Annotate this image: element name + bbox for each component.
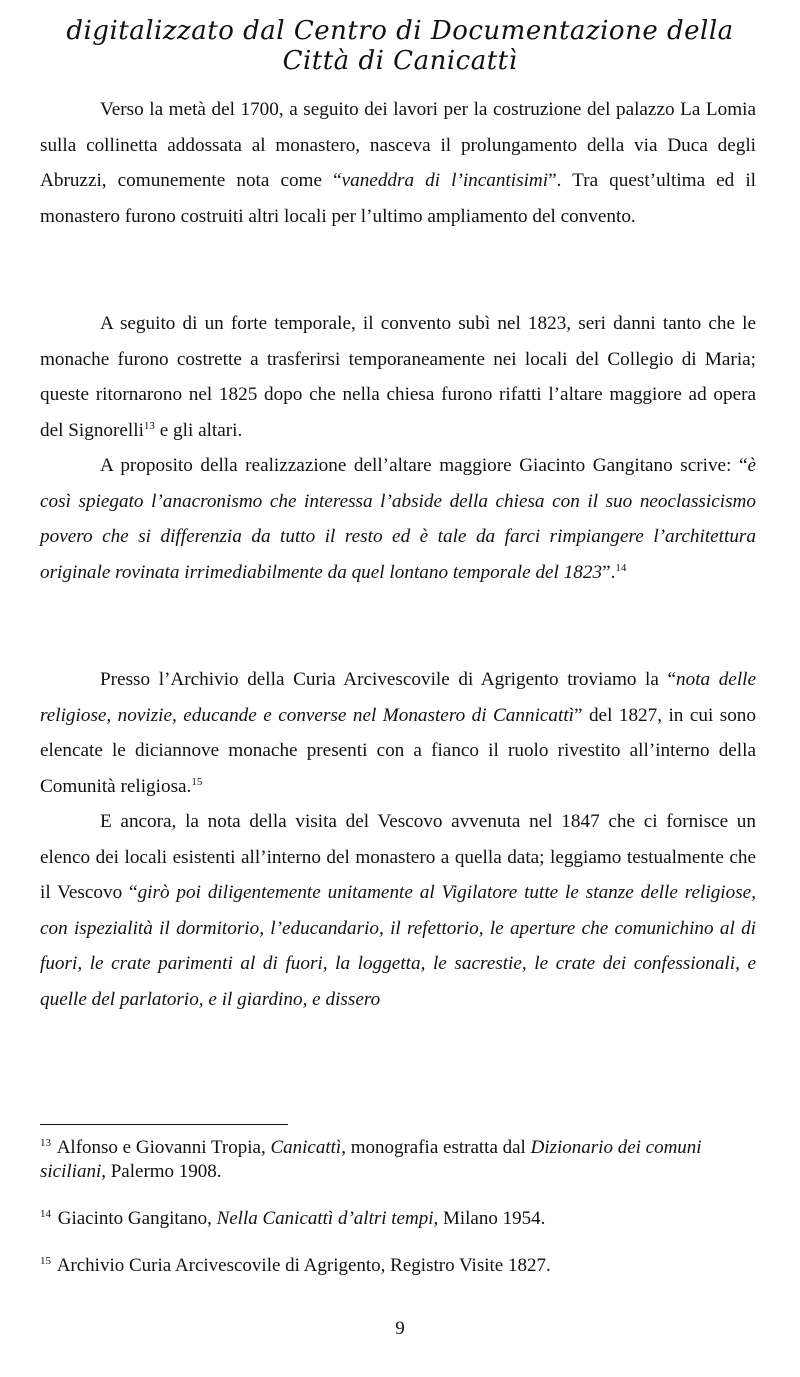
page-number: 9 (395, 1318, 405, 1339)
text-run: Archivio Curia Arcivescovile di Agrigento, Registro Visite 1827. (53, 1255, 551, 1276)
paragraph (40, 448, 756, 590)
footnote-marker: 13 (40, 1137, 51, 1149)
footnote-ref: 15 (191, 775, 203, 788)
text-run: , Palermo 1908. (101, 1161, 222, 1182)
italic-run: Canicattì (270, 1137, 342, 1158)
paragraph (40, 804, 756, 1017)
paragraph (40, 662, 756, 804)
italic-run: Nella Canicattì d’altri tempi (216, 1208, 434, 1229)
footnote-text (53, 1208, 545, 1229)
text-run: ”. Tra quest’ultima ed il monastero furono costruiti altri locali per l’ultimo ampliamento del convento. (40, 170, 757, 227)
footnote-marker: 15 (40, 1255, 51, 1267)
text-run: A seguito di un forte temporale, il convento subì nel 1823, seri danni tanto che le monache furono costrette a trasferirsi temporaneamente nei locali del Collegio di Maria; queste ritornarono nel 1825 dopo che nella chiesa furono rifatti l’altare maggiore ad opera del Signorelli (40, 313, 756, 441)
paragraph (40, 306, 756, 448)
italic-run: Dizionario dei comuni siciliani (40, 1137, 702, 1182)
footnote-13 (40, 1136, 756, 1184)
paragraph (40, 92, 756, 234)
footnotes (40, 1136, 756, 1301)
footnote-ref: 14 (615, 561, 627, 574)
footnote-text (40, 1137, 702, 1182)
footnote-ref: 13 (143, 419, 155, 432)
text-run: Verso la metà del 1700, a seguito dei lavori per la costruzione del palazzo La Lomia sulla collinetta addossata al monastero, nasceva il prolungamento della via Duca degli Abruzzi, comunemente nota come “ (40, 99, 756, 191)
footnote-14 (40, 1207, 756, 1231)
text-run: , Milano 1954. (433, 1208, 546, 1229)
text-run: Giacinto Gangitano, (53, 1208, 217, 1229)
footnote-separator (40, 1124, 288, 1125)
footnote-marker: 14 (40, 1208, 51, 1220)
italic-run: nota delle religiose, novizie, educande e converse nel Monastero di Cannicattì (40, 669, 757, 726)
text-run: A proposito della realizzazione dell’altare maggiore Giacinto Gangitano scrive: “ (100, 455, 748, 476)
italic-run: girò poi diligentemente unitamente al Vigilatore tutte le stanze delle religiose, con ispezialità il dormitorio, l’educandario, il refettorio, le aperture che comunichino al di fuori, le crate parimenti al di fuori, la loggetta, le sacrestie, le crate dei confessionali, e quelle del parlatorio, e il giardino, e dissero (40, 882, 756, 1010)
page-header: digitalizzato dal Centro di Documentazione della Città di Canicattì (66, 16, 734, 76)
text-run: Alfonso e Giovanni Tropia, (53, 1137, 271, 1158)
footnote-15 (40, 1254, 756, 1278)
text-run: ” del 1827, in cui sono elencate le diciannove monache presenti con a fianco il ruolo rivestito all’interno della Comunità religiosa. (40, 704, 756, 797)
text-run: e gli altari. (154, 419, 243, 441)
text-run: , monografia estratta dal (341, 1137, 531, 1158)
footnote-text (53, 1255, 551, 1276)
italic-run: vaneddra di l’incantisimi (341, 170, 549, 191)
body-text (40, 92, 756, 1017)
text-run: Presso l’Archivio della Curia Arcivescovile di Agrigento troviamo la “ (100, 669, 677, 690)
italic-run: è così spiegato l’anacronismo che interessa l’abside della chiesa con il suo neoclassicismo povero che si differenzia da tutto il resto ed è tale da farci rimpiangere l’architettura originale rovinata irrimediabilmente da quel lontano temporale del 1823 (40, 455, 756, 583)
text-run: E ancora, la nota della visita del Vescovo avvenuta nel 1847 che ci fornisce un elenco dei locali esistenti all’interno del monastero a quella data; leggiamo testualmente che il Vescovo “ (40, 811, 756, 903)
text-run: ”. (602, 561, 616, 583)
